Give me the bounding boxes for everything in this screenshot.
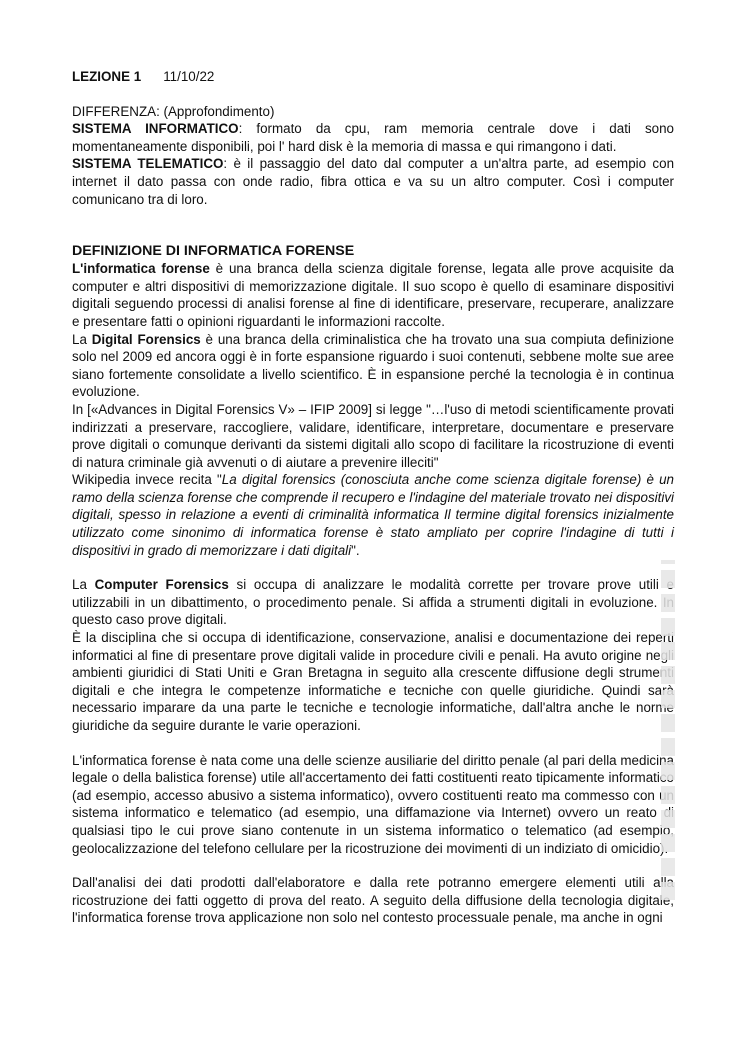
watermark bbox=[648, 540, 696, 900]
document-page bbox=[72, 68, 674, 927]
paragraph-4-lead: Wikipedia invece recita " bbox=[72, 472, 222, 488]
sistema-telematico-term: SISTEMA TELEMATICO bbox=[72, 156, 224, 172]
paragraph-3: In [«Advances in Digital Forensics V» – IFIP 2009] si legge "…l'uso di metodi scientificamente provati indirizzati a preservare, raccogliere, validare, identificare, interpretare, documentare e preservare prove digitali o comunque derivanti da sistemi digitali allo scopo di facilitare la ricostruzione di eventi di natura criminale già avvenuti o di aiutare a prevenire illeciti" bbox=[72, 401, 674, 470]
paragraph-5 bbox=[72, 576, 674, 629]
paragraph-1-text: è una branca della scienza digitale forense, legata alle prove acquisite da computer e altri dispositivi di memorizzazione digitale. Il suo scopo è quello di esaminare dispositivi digitali seguendo processi di analisi forense al fine di identificare, preservare, recuperare, analizzare e presentare fatti o opinioni riguardanti le informazioni raccolte. bbox=[72, 261, 674, 329]
lesson-date: 11/10/22 bbox=[163, 69, 215, 84]
paragraph-1 bbox=[72, 260, 674, 330]
paragraph-2-text: è una branca della criminalistica che ha trovato una sua compiuta definizione solo nel 2009 ed ancora oggi è in forte espansione riguardo i suoi contenuti, sebbene molte sue aree siano fortemente consolidate a livello scientifico. È in espansione perché la tecnologia è in continua evoluzione. bbox=[72, 331, 674, 400]
paragraph-7: L'informatica forense è nata come una delle scienze ausiliarie del diritto penale (al pari della medicina legale o della balistica forense) utile all'accertamento dei fatti costituenti reato tipicamente informatico (ad esempio, accesso abusivo a sistema informatico), ovvero costituenti reato ma commesso con un sistema informatico e telematico (ad esempio, una diffamazione via Internet) ovvero un reato di qualsiasi tipo le cui prove siano contenute in un sistema informatico o telematico (ad esempio, geolocalizzazione del telefono cellulare per la ricostruzione dei movimenti di un indiziato di omicidio). bbox=[72, 752, 674, 856]
watermark-graphic bbox=[648, 540, 688, 900]
paragraph-4-end: ". bbox=[351, 542, 360, 558]
sistema-informatico-text: : formato da cpu, ram memoria centrale dove i dati sono momentaneamente disponibili, poi l' hard disk è la memoria di massa e qui rimangono i dati. bbox=[72, 121, 674, 154]
lesson-title: LEZIONE 1 bbox=[72, 69, 142, 84]
paragraph-5-text: si occupa di analizzare le modalità corrette per trovare prove utili e utilizzabili in un dibattimento, o procedimento penale. Si affida a strumenti digitali in evoluzione. In questo caso prove digitali. bbox=[72, 577, 674, 628]
paragraph-5-pre: La bbox=[72, 577, 95, 593]
paragraph-2-pre: La bbox=[72, 331, 92, 347]
digital-forensics-term: Digital Forensics bbox=[91, 331, 201, 347]
lesson-header bbox=[72, 68, 674, 86]
computer-forensics-term: Computer Forensics bbox=[94, 577, 229, 593]
sistema-informatico-paragraph bbox=[72, 120, 674, 155]
paragraph-6: È la disciplina che si occupa di identificazione, conservazione, analisi e documentazione dei reperti informatici al fine di presentare prove digitali valide in procedure civili e penali. Ha avuto origine negli ambienti giuridici di Stati Uniti e Gran Bretagna in seguito alla crescente diffusione degli strumenti digitali e che integra le competenze informatiche e tecniche con quelle giuridiche. Quindi sarà necessario imparare da una parte le tecniche e tecnologie informatiche, dall'altra anche le norme giuridiche da seguire durante le varie operazioni. bbox=[72, 630, 674, 733]
sistema-telematico-text: : è il passaggio del dato dal computer a un'altra parte, ad esempio con internet il dato passa con onde radio, fibra ottica e va su un altro computer. Così i computer comunicano tra di loro. bbox=[72, 156, 675, 207]
section-title: DEFINIZIONE DI INFORMATICA FORENSE bbox=[72, 243, 355, 260]
informatica-forense-term: L'informatica forense bbox=[72, 261, 210, 277]
differenza-heading: DIFFERENZA: (Approfondimento) bbox=[72, 103, 275, 119]
paragraph-4 bbox=[72, 471, 674, 559]
wikipedia-quote: La digital forensics (conosciuta anche come scienza digitale forense) è un ramo della scienza forense che comprende il recupero e l'indagine del materiale trovato nei dispositivi digitali, spesso in relazione a eventi di criminalità informatica Il termine digital forensics inizialmente utilizzato come sinonimo di informatica forense è stato ampliato per coprire l'indagine di tutti i dispositivi in grado di memorizzare i dati digitali bbox=[72, 472, 674, 558]
sistema-telematico-paragraph bbox=[72, 155, 674, 208]
paragraph-2 bbox=[72, 331, 674, 401]
sistema-informatico-term: SISTEMA INFORMATICO bbox=[72, 121, 239, 137]
paragraph-8: Dall'analisi dei dati prodotti dall'elaboratore e dalla rete potranno emergere elementi utili alla ricostruzione dei fatti oggetto di prova del reato. A seguito della diffusione della tecnologia digitale, l'informatica forense trova applicazione non solo nel contesto processuale penale, ma anche in ogni bbox=[72, 875, 674, 926]
